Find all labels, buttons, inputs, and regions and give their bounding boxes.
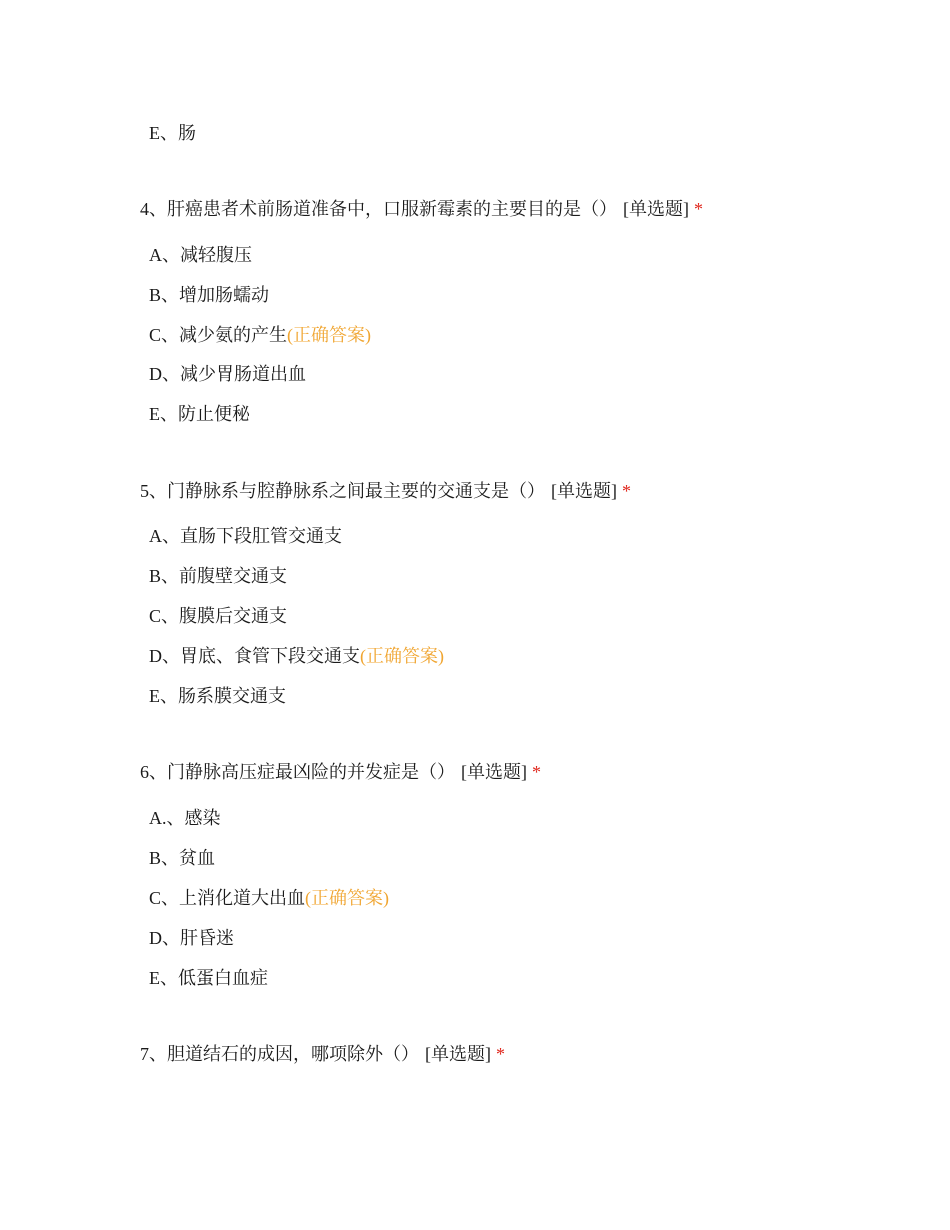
- option-text: B、增加肠蠕动: [149, 285, 270, 305]
- option-text: A.、感染: [149, 808, 221, 828]
- option-text: E、肠系膜交通支: [149, 686, 286, 706]
- question-7-title: [140, 1042, 505, 1066]
- option-text: E、低蛋白血症: [149, 968, 268, 988]
- question-text: 6、门静脉高压症最凶险的并发症是（）: [140, 762, 455, 782]
- option-text: C、减少氨的产生: [149, 325, 288, 345]
- option-text: B、贫血: [149, 848, 216, 868]
- question-text: 4、肝癌患者术前肠道准备中，口服新霉素的主要目的是（）: [140, 199, 617, 219]
- option-text: B、前腹壁交通支: [149, 566, 288, 586]
- option-q4-d: [149, 362, 306, 386]
- required-mark: *: [622, 481, 631, 501]
- option-q5-e: [149, 684, 286, 708]
- question-6-title: [140, 760, 541, 784]
- option-q4-a: [149, 243, 252, 267]
- correct-answer-label: (正确答案): [287, 325, 372, 345]
- option-q5-d: [149, 644, 444, 668]
- question-text: 7、胆道结石的成因，哪项除外（）: [140, 1044, 419, 1064]
- option-q4-e: [149, 402, 250, 426]
- option-q6-c: [149, 886, 389, 910]
- required-mark: *: [496, 1044, 505, 1064]
- option-q5-c: [149, 604, 287, 628]
- option-text: C、上消化道大出血: [149, 888, 306, 908]
- option-q3-e: [149, 121, 196, 145]
- question-5-title: [140, 479, 631, 503]
- question-type-tag: [单选题]: [461, 762, 527, 782]
- option-text: A、减轻腹压: [149, 245, 252, 265]
- option-q5-b: [149, 564, 287, 588]
- correct-answer-label: (正确答案): [360, 646, 444, 666]
- option-q4-b: [149, 283, 269, 307]
- option-text: A、直肠下段肛管交通支: [149, 526, 342, 546]
- required-mark: *: [694, 199, 703, 219]
- question-type-tag: [单选题]: [425, 1044, 491, 1064]
- option-q6-e: [149, 966, 268, 990]
- question-text: 5、门静脉系与腔静脉系之间最主要的交通支是（）: [140, 481, 545, 501]
- option-q6-b: [149, 846, 215, 870]
- option-text: C、腹膜后交通支: [149, 606, 288, 626]
- option-q6-d: [149, 926, 234, 950]
- required-mark: *: [532, 762, 541, 782]
- option-text: D、胃底、食管下段交通支: [149, 646, 360, 666]
- option-text: E、肠: [149, 123, 196, 143]
- option-q6-a: [149, 806, 221, 830]
- question-type-tag: [单选题]: [551, 481, 617, 501]
- option-q4-c: [149, 323, 371, 347]
- option-q5-a: [149, 524, 342, 548]
- question-type-tag: [单选题]: [623, 199, 689, 219]
- question-4-title: [140, 197, 703, 221]
- option-text: D、减少胃肠道出血: [149, 364, 306, 384]
- option-text: D、肝昏迷: [149, 928, 234, 948]
- correct-answer-label: (正确答案): [305, 888, 390, 908]
- option-text: E、防止便秘: [149, 404, 250, 424]
